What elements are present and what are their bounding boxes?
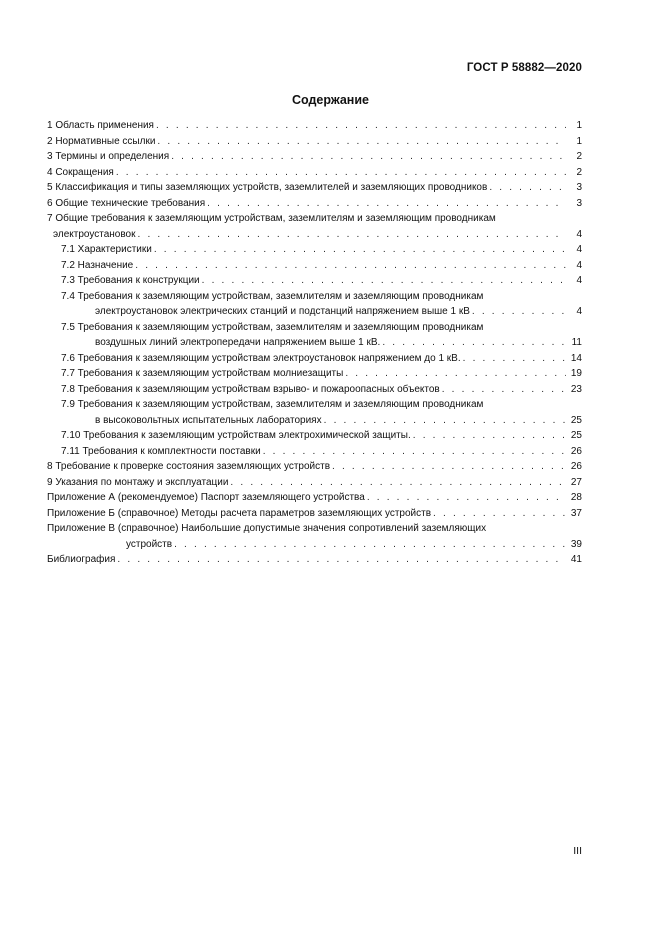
toc-entry-label-line1: 7.5 Требования к заземляющим устройствам, заземлителям и заземляющим проводникам bbox=[61, 321, 484, 333]
toc-entry-page: 4 bbox=[576, 259, 582, 271]
toc-entry-label-line2: электроустановок bbox=[53, 228, 136, 240]
toc-entry-label-line1: Приложение В (справочное) Наибольшие допустимые значения сопротивлений заземляющих bbox=[47, 523, 487, 534]
toc-entry-label: 6 Общие технические требования bbox=[47, 197, 206, 209]
toc-entry-page: 4 bbox=[576, 244, 582, 255]
toc-entry-page: 25 bbox=[570, 430, 582, 441]
toc-entry-label-line1: 7.9 Требования к заземляющим устройствам, заземлителям и заземляющим проводникам bbox=[61, 399, 484, 410]
toc-entry-2[interactable] bbox=[47, 134, 582, 150]
toc-entry-label: 7.6 Требования к заземляющим устройствам электроустановок напряжением до 1 кВ. bbox=[61, 352, 461, 364]
toc-entry-page: 41 bbox=[570, 554, 582, 565]
toc-entry-8[interactable] bbox=[47, 459, 582, 475]
toc-entry-label-line2: воздушных линий электропередачи напряжением выше 1 кВ. bbox=[95, 337, 381, 348]
toc-entry-label-line2: в высоковольтных испытательных лабораториях bbox=[95, 414, 322, 426]
toc-entry-page: 25 bbox=[570, 414, 582, 426]
toc-entry-label: Приложение А (рекомендуемое) Паспорт заземляющего устройства bbox=[47, 492, 365, 503]
toc-entry-label: 5 Классификация и типы заземляющих устройств, заземлителей и заземляющих проводников bbox=[47, 182, 488, 193]
toc-entry-appendix-b[interactable] bbox=[47, 506, 582, 522]
toc-entry-page: 4 bbox=[576, 306, 582, 317]
toc-entry-7-4[interactable] bbox=[47, 289, 582, 320]
toc-entry-7[interactable] bbox=[47, 211, 582, 242]
toc-entry-label: 2 Нормативные ссылки bbox=[47, 135, 156, 147]
toc-entry-label: 7.11 Требования к комплектности поставки bbox=[61, 445, 261, 457]
toc-entry-page: 2 bbox=[576, 151, 582, 162]
toc-entry-page: 26 bbox=[570, 461, 582, 472]
toc-entry-page: 37 bbox=[570, 507, 582, 519]
toc-entry-page: 23 bbox=[570, 383, 582, 395]
toc-entry-label: 4 Сокращения bbox=[47, 166, 114, 178]
toc-entry-page: 4 bbox=[576, 228, 582, 240]
toc-entry-7-11[interactable] bbox=[47, 444, 582, 460]
toc-entry-7-3[interactable] bbox=[47, 273, 582, 289]
toc-entry-page: 1 bbox=[576, 120, 582, 131]
toc-entry-appendix-a[interactable] bbox=[47, 490, 582, 506]
toc-entry-label: 7.2 Назначение bbox=[61, 259, 134, 271]
toc-entry-page: 11 bbox=[571, 337, 582, 348]
toc-entry-label: Библиография bbox=[47, 554, 116, 565]
toc-entry-7-1[interactable] bbox=[47, 242, 582, 258]
document-standard-number: ГОСТ Р 58882—2020 bbox=[466, 62, 582, 74]
toc-entry-label: 9 Указания по монтажу и эксплуатации bbox=[47, 476, 229, 488]
toc-entry-7-2[interactable] bbox=[47, 258, 582, 274]
toc-entry-label: 7.1 Характеристики bbox=[61, 244, 152, 255]
toc-entry-page: 1 bbox=[576, 135, 582, 147]
toc-entry-label: 8 Требование к проверке состояния заземляющих устройств bbox=[47, 461, 331, 472]
toc-entry-5[interactable] bbox=[47, 180, 582, 196]
toc-entry-label: 7.8 Требования к заземляющим устройствам взрыво- и пожароопасных объектов bbox=[61, 383, 440, 395]
toc-entry-page: 28 bbox=[570, 492, 582, 503]
toc-entry-label-line2: электроустановок электрических станций и подстанций напряжением выше 1 кВ bbox=[95, 306, 470, 317]
toc-entry-page: 19 bbox=[570, 368, 582, 379]
toc-entry-label: 1 Область применения bbox=[47, 120, 154, 131]
toc-entry-label: 3 Термины и определения bbox=[47, 151, 170, 162]
toc-entry-3[interactable] bbox=[47, 149, 582, 165]
toc-entry-page: 4 bbox=[576, 275, 582, 286]
toc-entry-page: 27 bbox=[570, 476, 582, 488]
toc-entry-7-8[interactable] bbox=[47, 382, 582, 398]
toc-entry-label: 7.10 Требования к заземляющим устройствам электрохимической защиты. bbox=[61, 430, 411, 441]
toc-entry-7-9[interactable] bbox=[47, 397, 582, 428]
page-number: III bbox=[573, 845, 582, 857]
toc-entry-7-5[interactable] bbox=[47, 320, 582, 351]
toc-entry-page: 2 bbox=[576, 166, 582, 178]
toc-entry-1[interactable] bbox=[47, 118, 582, 134]
page-title: Содержание bbox=[291, 93, 369, 107]
toc-entry-page: 39 bbox=[570, 538, 582, 550]
toc-entry-label-line1: 7 Общие требования к заземляющим устройствам, заземлителям и заземляющим проводникам bbox=[47, 213, 496, 224]
toc-entry-7-6[interactable] bbox=[47, 351, 582, 367]
toc-entry-7-7[interactable] bbox=[47, 366, 582, 382]
toc-entry-page: 3 bbox=[576, 197, 582, 209]
toc-entry-label-line1: 7.4 Требования к заземляющим устройствам, заземлителям и заземляющим проводникам bbox=[61, 290, 484, 302]
toc-entry-page: 14 bbox=[570, 352, 582, 364]
toc-entry-page: 26 bbox=[570, 445, 582, 457]
table-of-contents bbox=[47, 118, 582, 568]
toc-entry-label: 7.3 Требования к конструкции bbox=[61, 275, 200, 286]
toc-entry-7-10[interactable] bbox=[47, 428, 582, 444]
toc-entry-9[interactable] bbox=[47, 475, 582, 491]
toc-entry-6[interactable] bbox=[47, 196, 582, 212]
toc-entry-label: Приложение Б (справочное) Методы расчета параметров заземляющих устройств bbox=[47, 507, 432, 519]
toc-entry-label-line2: устройств bbox=[126, 538, 173, 550]
toc-entry-page: 3 bbox=[576, 182, 582, 193]
toc-entry-label: 7.7 Требования к заземляющим устройствам молниезащиты bbox=[61, 368, 344, 379]
toc-entry-4[interactable] bbox=[47, 165, 582, 181]
toc-entry-appendix-v[interactable] bbox=[47, 521, 582, 552]
toc-entry-bibliography[interactable] bbox=[47, 552, 582, 568]
